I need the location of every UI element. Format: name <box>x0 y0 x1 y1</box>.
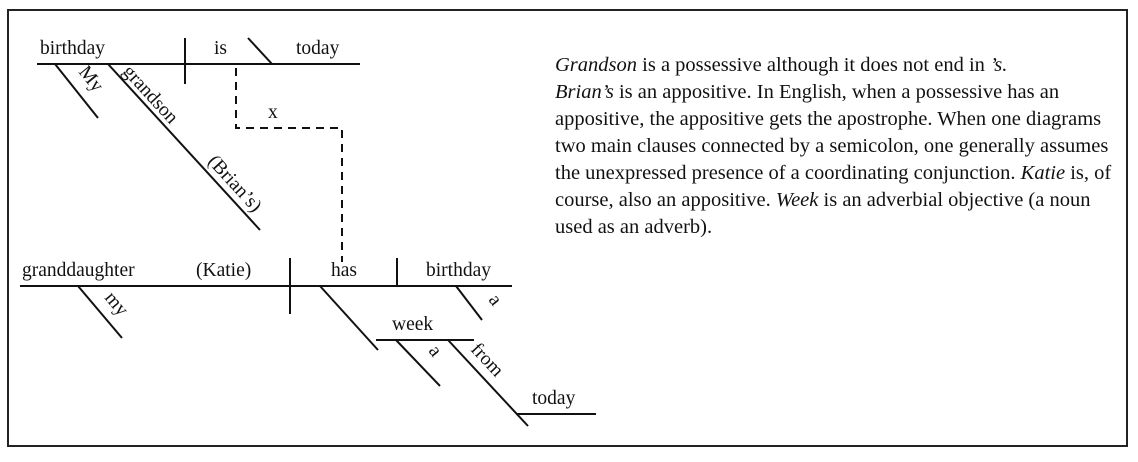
note-text-3: is, of course, also an appositive. <box>555 162 1112 211</box>
note-text-1: is a possessive although it does not end in <box>637 54 991 76</box>
clause-connector-label: x <box>268 102 278 123</box>
clause1-subject: birthday <box>40 38 105 59</box>
note-term-grandson: Grandson <box>555 54 638 76</box>
note-term-apostrophe-s: ’s. <box>990 54 1008 76</box>
clause2-verb: has <box>331 260 357 281</box>
note-text-4: is an adverbial objective (a noun used as an adverb). <box>555 189 1091 238</box>
clause1-possessive: grandson <box>118 61 183 129</box>
note-term-week: Week <box>775 189 819 211</box>
clause1-verb: is <box>214 38 228 59</box>
clause-connector-dashed <box>236 68 342 262</box>
clause1-complement: today <box>296 38 340 59</box>
clause2-prep-object: today <box>532 388 576 409</box>
explanation-text <box>555 52 1115 241</box>
note-term-brians: Brian’s <box>555 81 614 103</box>
clause2-preposition: from <box>466 339 508 382</box>
clause2-article-object: a <box>484 290 506 310</box>
clause2-adverbial: week <box>392 314 434 335</box>
clause2-article-week: a <box>424 341 446 361</box>
clause2-object: birthday <box>426 260 491 281</box>
clause1-complement-slash <box>248 38 272 64</box>
clause2-subject: granddaughter <box>22 260 135 281</box>
clause2-my: my <box>100 287 133 321</box>
clause2-appositive: (Katie) <box>196 260 252 281</box>
clause1-my: My <box>74 61 108 97</box>
note-term-katie: Katie <box>1020 162 1066 184</box>
note-text-2: is an appositive. In English, when a possessive has an appositive, the appositive gets the apostrophe. When one diagrams two main clauses connected by a semicolon, one generally assumes the unexpressed presence of a coordinating conjunction. <box>555 81 1109 184</box>
clause1-appositive: (Brian’s) <box>203 151 266 217</box>
clause2-adverbial-slant <box>320 286 378 350</box>
clause2-article-object-slant <box>456 286 482 320</box>
